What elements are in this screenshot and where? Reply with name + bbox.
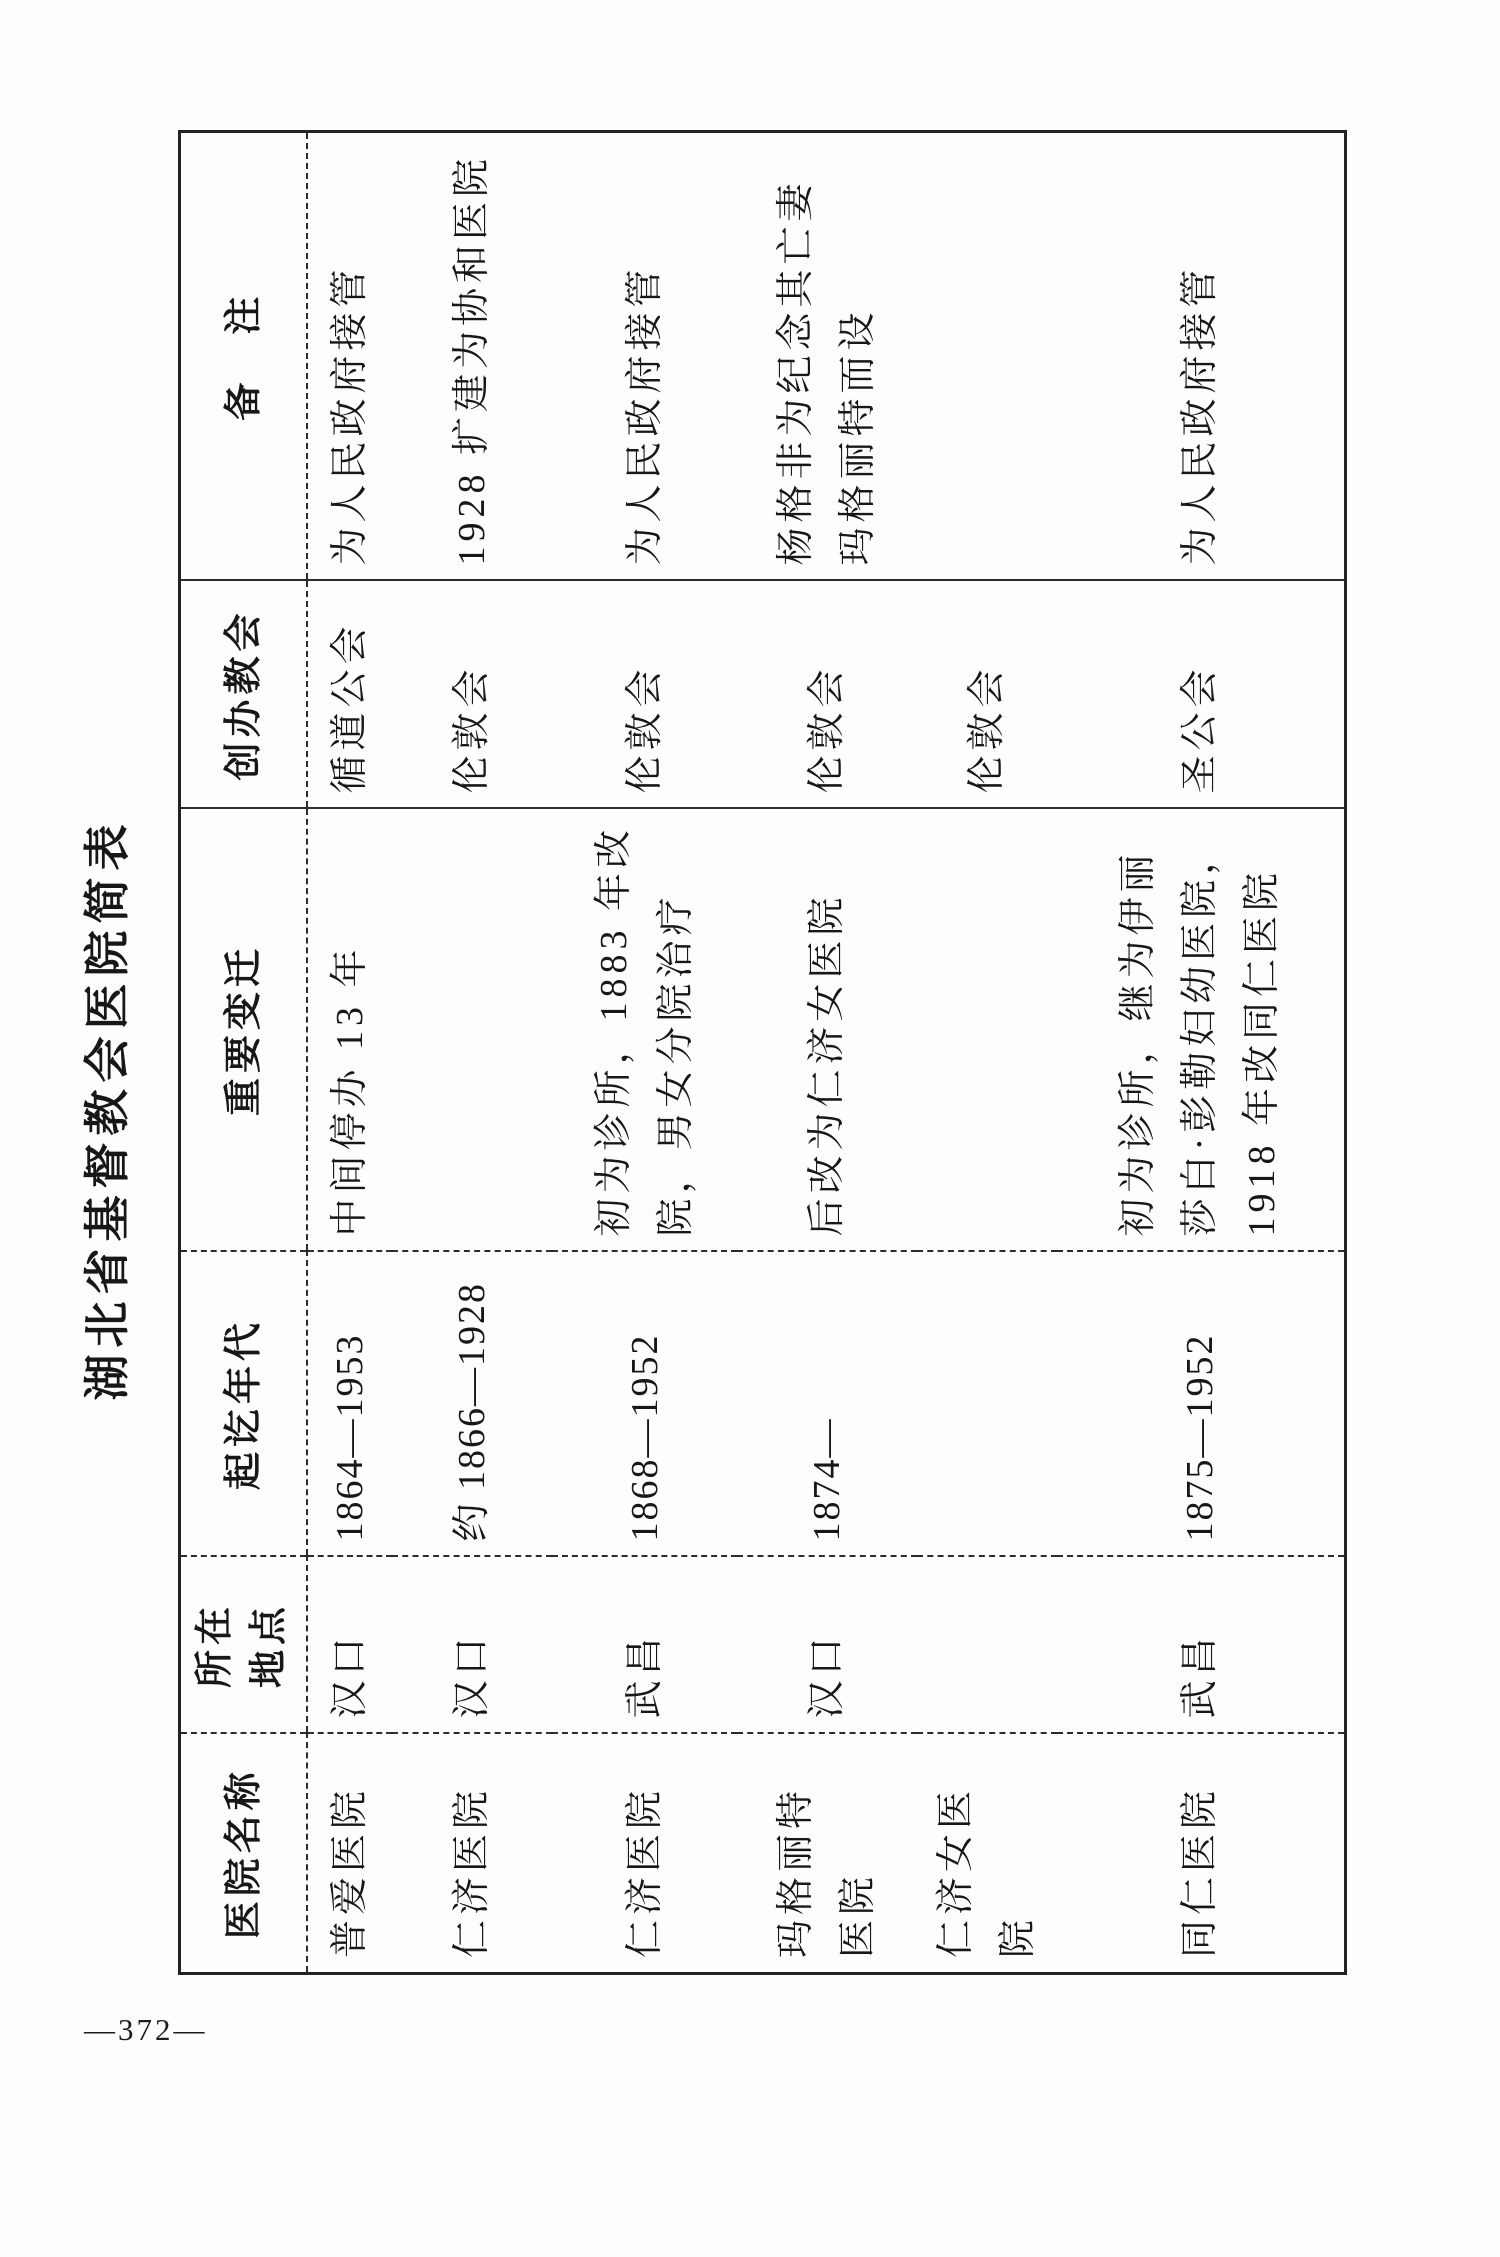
column-header-name [180,1734,308,1974]
hospital-remarks: 1928 扩建为协和医院 [451,153,493,566]
cell-name [1057,1734,1345,1974]
hospital-location: 武昌 [623,1632,666,1719]
column-header-church [180,581,308,809]
hospital-location: 汉口 [451,1632,493,1719]
column-header-location [180,1557,308,1734]
cell-church [917,581,1057,809]
cell-years [392,1252,552,1557]
table-row [552,132,737,1974]
hospital-church: 伦敦会 [623,664,666,794]
hospital-name: 仁济医院 [623,1785,666,1958]
rotated-table-layer [55,100,1355,2020]
hospital-location: 汉口 [806,1632,848,1719]
cell-location [917,1557,1057,1734]
cell-location [552,1557,737,1734]
cell-years [552,1252,737,1557]
column-header-location-label: 所在地点 [193,1602,290,1689]
hospital-location: 武昌 [1179,1632,1222,1719]
cell-location [392,1557,552,1734]
page-number: —372— [84,2012,208,2047]
hospitals-table [178,130,1347,1975]
header-row [180,132,308,1974]
cell-location [1057,1557,1345,1734]
cell-changes [917,809,1057,1252]
cell-years [307,1252,392,1557]
cell-church [737,581,917,809]
column-header-name-label: 医院名称 [222,1767,265,1940]
hospital-name: 普爱医院 [329,1785,371,1958]
cell-location [737,1557,917,1734]
hospital-years: 1874— [806,1417,848,1542]
hospital-church: 伦敦会 [451,664,493,794]
cell-years [737,1252,917,1557]
cell-remarks [307,132,392,581]
hospital-remarks: 为人民政府接管 [329,264,371,566]
cell-church [307,581,392,809]
table-row [307,132,392,1974]
hospital-years: 1868—1952 [623,1333,666,1542]
table-row [1057,132,1345,1974]
hospital-changes: 后改为仁济女医院 [806,892,848,1237]
table-row [917,132,1057,1974]
hospital-church: 伦敦会 [806,664,848,794]
cell-changes [307,809,392,1252]
cell-remarks [392,132,552,581]
cell-location [307,1557,392,1734]
cell-remarks [737,132,917,581]
hospital-remarks: 杨格非为纪念其亡妻玛格丽特而设 [775,178,879,566]
hospital-changes: 中间停办 13 年 [329,944,371,1237]
cell-changes [552,809,737,1252]
column-header-remarks-label: 备 注 [222,291,265,421]
cell-name [307,1734,392,1974]
column-header-changes [180,809,308,1252]
cell-remarks [552,132,737,581]
hospital-changes: 初为诊所，继为伊丽莎白·彭勒妇幼医院，1918 年改同仁医院 [1117,831,1284,1237]
cell-church [1057,581,1345,809]
hospital-years: 1875—1952 [1179,1333,1222,1542]
cell-years [917,1252,1057,1557]
column-header-remarks [180,132,308,581]
hospital-church: 伦敦会 [966,664,1008,794]
table-row [737,132,917,1974]
hospital-church: 循道公会 [329,621,371,794]
hospital-name: 仁济女医院 [935,1785,1039,1958]
hospital-years: 约 1866—1928 [451,1281,493,1542]
hospital-years: 1864—1953 [329,1333,371,1542]
column-header-church-label: 创办教会 [222,608,265,781]
hospital-location: 汉口 [329,1632,371,1719]
cell-name [552,1734,737,1974]
column-header-changes-label: 重要变迁 [222,944,265,1117]
hospital-name: 同仁医院 [1179,1785,1222,1958]
cell-church [392,581,552,809]
cell-name [917,1734,1057,1974]
table-row [392,132,552,1974]
cell-remarks [1057,132,1345,581]
hospital-remarks: 为人民政府接管 [623,264,666,566]
table-title: 湖北省基督教会医院简表 [82,817,133,1401]
cell-name [392,1734,552,1974]
hospital-changes: 初为诊所，1883 年改院，男女分院治疗 [592,824,697,1237]
column-header-years-label: 起讫年代 [222,1318,265,1491]
column-header-years [180,1252,308,1557]
hospital-remarks: 为人民政府接管 [1179,264,1222,566]
cell-changes [392,809,552,1252]
cell-years [1057,1252,1345,1557]
cell-church [552,581,737,809]
cell-name [737,1734,917,1974]
cell-changes [1057,809,1345,1252]
cell-changes [737,809,917,1252]
hospital-name: 玛格丽特医院 [775,1785,879,1958]
hospital-name: 仁济医院 [451,1785,493,1958]
cell-remarks [917,132,1057,581]
hospital-church: 圣公会 [1179,664,1222,794]
